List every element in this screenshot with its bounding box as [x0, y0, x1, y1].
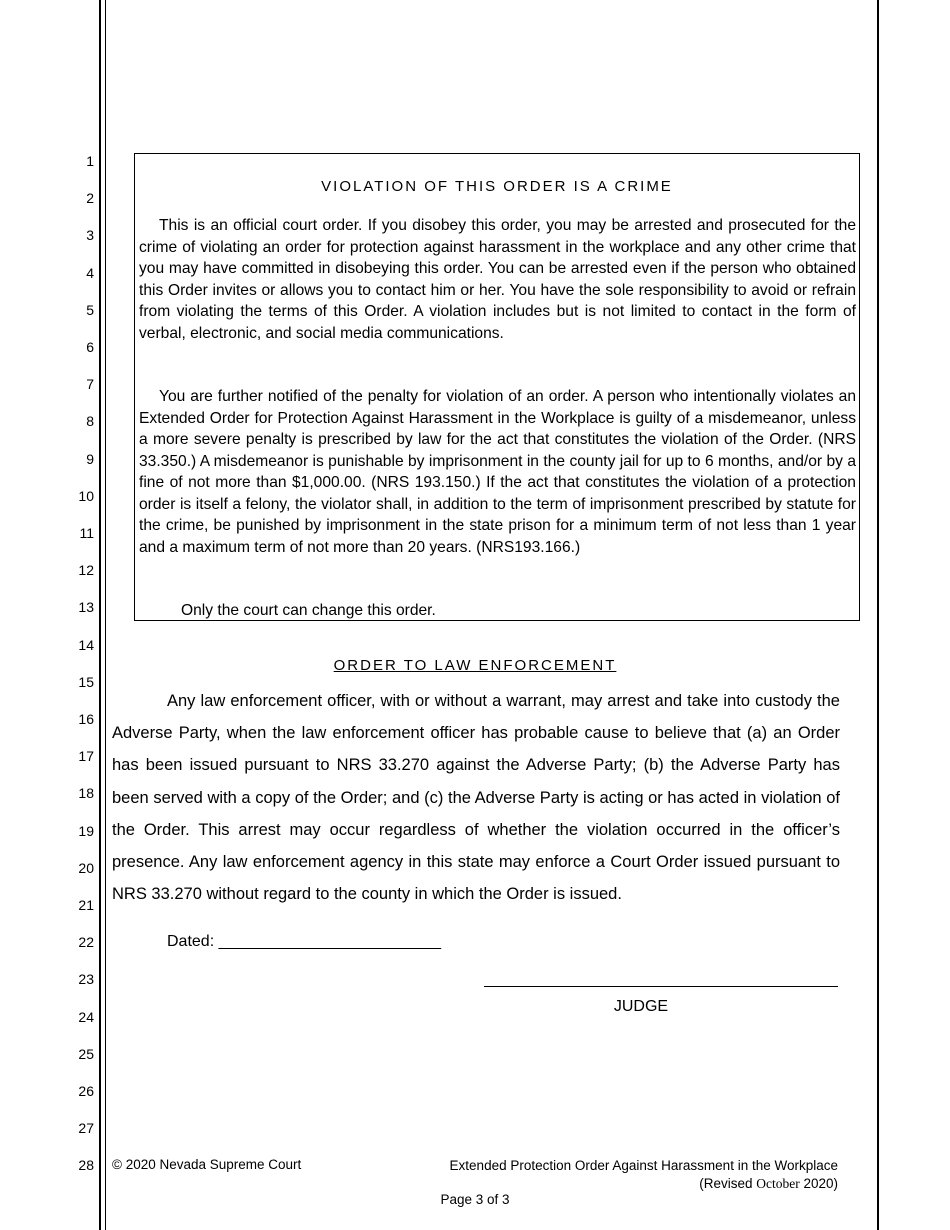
line-number: 25: [78, 1045, 94, 1062]
line-number: 17: [78, 748, 94, 765]
line-number: 28: [78, 1157, 94, 1174]
violation-notice-paragraph-3: Only the court can change this order.: [181, 602, 436, 619]
line-number: 13: [78, 599, 94, 616]
line-number: 2: [86, 190, 94, 207]
footer-page-number: Page 3 of 3: [440, 1192, 510, 1207]
line-number: 10: [78, 487, 94, 504]
line-number: 11: [79, 525, 94, 541]
footer-form-title: Extended Protection Order Against Harassment in the Workplace: [449, 1158, 838, 1173]
law-enforcement-body: Any law enforcement officer, with or without a warrant, may arrest and take into custody the Adverse Party, when the law enforcement officer has probable cause to believe that (a) an Order has been issued pursuant to NRS 33.270 against the Adverse Party; (b) the Adverse Party has been served with a copy of the Order; and (c) the Adverse Party is acting or has acted in violation of the Order. This arrest may occur regardless of whether the violation occurred in the officer’s presence. Any law enforcement agency in this state may enforce a Court Order issued pursuant to NRS 33.270 without regard to the county in which the Order is issued.: [112, 692, 840, 904]
line-number: 1: [86, 153, 94, 169]
footer-revision: (Revised October 2020): [699, 1176, 838, 1191]
line-number: 7: [86, 376, 94, 393]
line-number: 20: [78, 859, 94, 876]
line-number: 3: [86, 227, 94, 244]
judge-label: JUDGE: [613, 998, 669, 1015]
left-margin-rule-outer: [99, 0, 101, 1230]
line-number: 22: [78, 934, 94, 951]
line-number: 8: [86, 413, 94, 430]
line-number: 5: [86, 301, 94, 318]
line-number: 16: [78, 711, 94, 727]
line-number: 19: [78, 822, 94, 839]
footer-copyright: © 2020 Nevada Supreme Court: [112, 1157, 302, 1172]
right-margin-rule: [877, 0, 879, 1230]
line-number: 4: [86, 264, 94, 281]
dated-blank: _________________________: [218, 933, 442, 950]
judge-signature-line: [484, 986, 838, 987]
line-number: 14: [78, 636, 94, 653]
law-enforcement-heading: ORDER TO LAW ENFORCEMENT: [333, 657, 617, 674]
violation-notice-paragraph-1: This is an official court order. If you disobey this order, you may be arrested and prosecuted for the crime of violating an order for protection against harassment in the workplace and any other crime that you may have committed in disobeying this order. You can be arrested even if the person who obtained this Order invites or allows you to contact him or her. You have the sole responsibility to avoid or refrain from violating the terms of this Order. A violation includes but is not limited to contact in the form of verbal, electronic, and social media communications.: [139, 217, 856, 342]
line-number: 26: [78, 1083, 94, 1099]
dated-label: Dated:: [167, 933, 215, 950]
line-number: 12: [78, 562, 94, 579]
dated-line: [167, 933, 441, 951]
line-number: 23: [78, 971, 94, 988]
line-number: 15: [78, 673, 94, 690]
left-margin-rule-inner: [105, 0, 106, 1230]
line-number: 9: [86, 450, 94, 467]
violation-notice-title: VIOLATION OF THIS ORDER IS A CRIME: [321, 178, 673, 195]
line-number: 18: [78, 785, 94, 802]
line-number: 24: [78, 1008, 94, 1025]
line-number: 6: [86, 339, 94, 355]
line-number: 21: [78, 897, 94, 913]
violation-notice-box: [134, 153, 860, 621]
footer-form-info: [450, 1157, 838, 1193]
line-number: 27: [78, 1120, 94, 1137]
violation-notice-paragraph-2: You are further notified of the penalty for violation of an order. A person who intentionally violates an Extended Order for Protection Against Harassment in the Workplace is guilty of a misdemeanor, unless a more severe penalty is prescribed by law for the act that constitutes the violation of the Order. (NRS 33.350.) A misdemeanor is punishable by imprisonment in the county jail for up to 6 months, and/or by a fine of not more than $1,000.00. (NRS 193.150.) If the act that constitutes the violation of a protection order is itself a felony, the violator shall, in addition to the term of imprisonment prescribed by statute for the crime, be punished by imprisonment in the state prison for a minimum term of not less than 1 year and a maximum term of not more than 20 years. (NRS193.166.): [139, 388, 856, 556]
